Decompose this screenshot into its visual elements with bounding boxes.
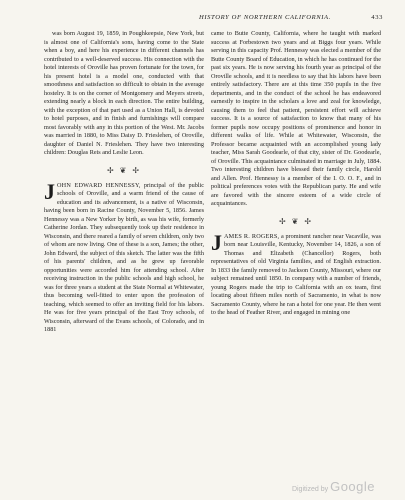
drop-cap-letter: J <box>44 178 55 204</box>
digitization-watermark <box>292 479 375 494</box>
subject-name-hennessy: OHN EDWARD HENNESSY, <box>57 181 141 189</box>
biography-rogers <box>211 229 382 318</box>
section-separator-ornament: ✢ ❦ ✢ <box>106 165 142 175</box>
running-title: HISTORY OF NORTHERN CALIFORNIA. <box>199 14 331 21</box>
subject-name-rogers: AMES R. ROGERS, <box>224 232 280 240</box>
page-number: 433 <box>371 14 383 21</box>
biography-hennessy-text: principal of the public schools of Oroville, and a warm friend of the cause of education and its advancement, is a native of Wisconsin, having been born in Racine County, November 5, 1856. James Hennessy was a New Yorker by birth, as was his wife, formerly Catherine Jordan. They subsequently took up their residence in Wisconsin, and there reared a family of seven children, only two of whom are now living. One of these is a son, James; the other, John Edward, the subject of this sketch. The latter was the fifth of his parents' children, and as he grew up favorable opportunities were accorded him for attending school. After receiving instruction in the public schools and high school, he was for three years a student at the State Normal at Whitewater, thus becoming well-fitted to enter upon the profession of teaching, which seemed to offer an inviting field for his labors. He was for five years principal of the East Troy schools, of Wisconsin, afterward of the Evans schools, of Colorado, and in 1881 <box>44 181 205 333</box>
biography-jacobs-text: was born August 19, 1859, in Poughkeepsie, New York, but is almost one of California's sons, having come to the State when a boy, and here his experience in different channels has contributed to a well-deserved success. His connection with the hotel interests of Oroville has proven fortunate for the town, for his present hotel is a model one, conducted with that smoothness and satisfaction so difficult to obtain in the average hostelry. It is on the corner of Montgomery and Meyers streets, extending nearly a block in each direction. The entire building, with the exception of that part used as a Union Hall, is devoted to hotel purposes, and in finish and furnishings will compare most favorably with any in this portion of the West. Mr. Jacobs was married in 1880, to Miss Daisy D. Frieslehen, of Oroville, daughter of Daniel N. Frieslehen. They have two interesting children: Douglas Reis and Leslie Leon. <box>44 30 204 156</box>
drop-cap-letter: J <box>211 229 222 255</box>
right-column <box>211 30 381 318</box>
google-logo: Google <box>330 479 375 494</box>
left-column <box>44 30 204 335</box>
biography-rogers-text: a prominent rancher near Vacaville, was born near Louisville, Kentucky, November 14, 1826, a son of Thomas and Elizabeth (Chancellor) Rogers, both representatives of old Virginia families, and of English extraction. In 1833 the family removed to Jackson County, Missouri, where our subject remained until 1850. In company with a number of friends, young Rogers made the trip to California with an ox team, first locating about fifteen miles north of Sacramento, in what is now Sacramento County, where he ran a hotel for one year. He then went to the head of Feather River, and engaged in mining one <box>211 232 382 316</box>
biography-hennessy-continued: came to Butte County, California, where he taught with marked success at Forbestown two years and at Biggs four years. While serving in this capacity Prof. Hennessy was elected a member of the Butte County Board of Education, in which he has continued for the past six years. He is now serving his fourth year as principal of the Oroville schools, and it is needless to say that his labors have been entirely satisfactory. There are at this time 350 pupils in the five departments, and in the conduct of the school he has endeavored earnestly to inspire in the scholars a love and zeal for knowledge, causing them to feel that patient, persistent effort will achieve success. It is a source of satisfaction to know that many of his former pupils now occupy positions of prominence and honor in different walks of life. While at Whitewater, Wisconsin, the Professor became acquainted with an accomplished young lady teacher, Miss Sarah Goodearle, of that city, sister of Dr. Goodearle, of Oroville. This acquaintance culminated in marriage in July, 1884. Two interesting children have blessed their family circle, Harold and Allen. Prof. Hennessy is a member of the I. O. O. F., and in political preferences votes with the Republican party. He and wife are favored with the sincere esteem of a wide circle of acquaintances. <box>211 30 381 207</box>
section-separator-ornament: ✢ ❦ ✢ <box>278 216 314 226</box>
running-header <box>44 14 383 26</box>
biography-hennessy <box>44 178 205 335</box>
digitized-by-label: Digitized by <box>291 486 329 493</box>
